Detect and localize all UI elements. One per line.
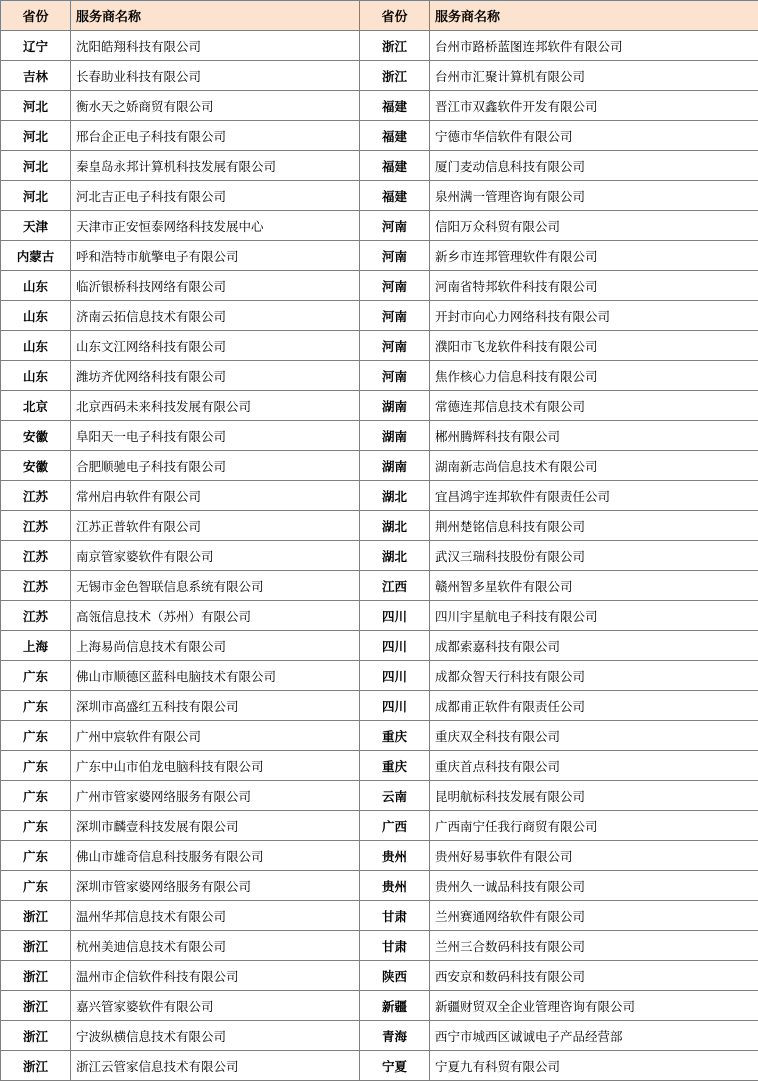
- table-row: [1, 121, 758, 151]
- left-provider-name-cell: 临沂银桥科技网络有限公司: [71, 271, 360, 301]
- left-provider-name-cell: 深圳市高盛红五科技有限公司: [71, 691, 360, 721]
- right-provider-name-cell: 新疆财贸双全企业管理咨询有限公司: [430, 991, 758, 1021]
- right-provider-name-cell: 赣州智多星软件有限公司: [430, 571, 758, 601]
- right-provider-name-cell: 濮阳市飞龙软件科技有限公司: [430, 331, 758, 361]
- right-provider-name-cell: 新乡市连邦管理软件有限公司: [430, 241, 758, 271]
- left-province-cell: 山东: [1, 361, 71, 391]
- table-row: [1, 391, 758, 421]
- left-provider-name-cell: 邢台企正电子科技有限公司: [71, 121, 360, 151]
- right-province-cell: 宁夏: [360, 1051, 430, 1081]
- service-provider-header-right: 服务商名称: [430, 1, 758, 31]
- table-row: [1, 31, 758, 61]
- left-provider-name-cell: 广州市管家婆网络服务有限公司: [71, 781, 360, 811]
- right-provider-name-cell: 厦门麦动信息科技有限公司: [430, 151, 758, 181]
- right-provider-name-cell: 贵州久一诚品科技有限公司: [430, 871, 758, 901]
- left-province-cell: 广东: [1, 751, 71, 781]
- table-row: [1, 961, 758, 991]
- right-province-cell: 河南: [360, 361, 430, 391]
- right-province-cell: 湖北: [360, 511, 430, 541]
- right-province-cell: 湖南: [360, 391, 430, 421]
- table-row: [1, 631, 758, 661]
- table-row: [1, 181, 758, 211]
- left-province-cell: 江苏: [1, 511, 71, 541]
- table-row: [1, 721, 758, 751]
- right-province-cell: 重庆: [360, 721, 430, 751]
- left-provider-name-cell: 上海易尚信息技术有限公司: [71, 631, 360, 661]
- left-province-cell: 河北: [1, 151, 71, 181]
- right-provider-name-cell: 重庆首点科技有限公司: [430, 751, 758, 781]
- left-province-cell: 吉林: [1, 61, 71, 91]
- table-row: [1, 271, 758, 301]
- table-row: [1, 511, 758, 541]
- right-provider-name-cell: 郴州腾辉科技有限公司: [430, 421, 758, 451]
- left-province-cell: 浙江: [1, 991, 71, 1021]
- table-row: [1, 61, 758, 91]
- table-row: [1, 691, 758, 721]
- right-province-cell: 河南: [360, 211, 430, 241]
- left-province-cell: 浙江: [1, 901, 71, 931]
- right-provider-name-cell: 焦作核心力信息科技有限公司: [430, 361, 758, 391]
- right-province-cell: 福建: [360, 121, 430, 151]
- left-province-cell: 广东: [1, 781, 71, 811]
- table-row: [1, 781, 758, 811]
- right-provider-name-cell: 武汉三瑞科技股份有限公司: [430, 541, 758, 571]
- left-province-cell: 江苏: [1, 541, 71, 571]
- left-provider-name-cell: 沈阳皓翔科技有限公司: [71, 31, 360, 61]
- right-province-cell: 四川: [360, 661, 430, 691]
- table-row: [1, 421, 758, 451]
- left-province-cell: 浙江: [1, 1051, 71, 1081]
- right-provider-name-cell: 成都甫正软件有限责任公司: [430, 691, 758, 721]
- left-provider-name-cell: 杭州美迪信息技术有限公司: [71, 931, 360, 961]
- left-province-cell: 河北: [1, 121, 71, 151]
- left-province-cell: 山东: [1, 271, 71, 301]
- right-province-cell: 新疆: [360, 991, 430, 1021]
- left-provider-name-cell: 江苏正普软件有限公司: [71, 511, 360, 541]
- left-province-cell: 江苏: [1, 601, 71, 631]
- table-row: [1, 451, 758, 481]
- left-province-cell: 浙江: [1, 1021, 71, 1051]
- table-row: [1, 91, 758, 121]
- right-provider-name-cell: 贵州好易事软件有限公司: [430, 841, 758, 871]
- right-province-cell: 重庆: [360, 751, 430, 781]
- right-provider-name-cell: 常德连邦信息技术有限公司: [430, 391, 758, 421]
- right-provider-name-cell: 西安京和数码科技有限公司: [430, 961, 758, 991]
- right-province-cell: 湖北: [360, 541, 430, 571]
- right-provider-name-cell: 昆明航标科技发展有限公司: [430, 781, 758, 811]
- right-provider-name-cell: 台州市汇聚计算机有限公司: [430, 61, 758, 91]
- right-province-cell: 浙江: [360, 31, 430, 61]
- left-provider-name-cell: 潍坊齐优网络科技有限公司: [71, 361, 360, 391]
- left-province-cell: 河北: [1, 181, 71, 211]
- left-province-cell: 安徽: [1, 451, 71, 481]
- right-province-cell: 四川: [360, 631, 430, 661]
- left-province-cell: 北京: [1, 391, 71, 421]
- table-row: [1, 1021, 758, 1051]
- right-provider-name-cell: 晋江市双鑫软件开发有限公司: [430, 91, 758, 121]
- table-row: [1, 901, 758, 931]
- right-provider-name-cell: 泉州满一管理咨询有限公司: [430, 181, 758, 211]
- left-provider-name-cell: 深圳市麟壹科技发展有限公司: [71, 811, 360, 841]
- left-province-cell: 内蒙古: [1, 241, 71, 271]
- left-provider-name-cell: 佛山市雄奇信息科技服务有限公司: [71, 841, 360, 871]
- left-provider-name-cell: 广东中山市伯龙电脑科技有限公司: [71, 751, 360, 781]
- left-province-cell: 安徽: [1, 421, 71, 451]
- right-province-cell: 云南: [360, 781, 430, 811]
- right-province-cell: 湖北: [360, 481, 430, 511]
- table-row: [1, 601, 758, 631]
- left-provider-name-cell: 宁波纵横信息技术有限公司: [71, 1021, 360, 1051]
- left-provider-name-cell: 高瓴信息技术（苏州）有限公司: [71, 601, 360, 631]
- right-provider-name-cell: 四川宇星航电子科技有限公司: [430, 601, 758, 631]
- left-provider-name-cell: 南京管家婆软件有限公司: [71, 541, 360, 571]
- left-province-cell: 天津: [1, 211, 71, 241]
- left-province-cell: 广东: [1, 661, 71, 691]
- table-row: [1, 301, 758, 331]
- right-province-cell: 河南: [360, 241, 430, 271]
- right-province-cell: 福建: [360, 91, 430, 121]
- right-provider-name-cell: 开封市向心力网络科技有限公司: [430, 301, 758, 331]
- table-row: [1, 541, 758, 571]
- left-provider-name-cell: 合肥顺驰电子科技有限公司: [71, 451, 360, 481]
- table-row: [1, 151, 758, 181]
- right-provider-name-cell: 广西南宁任我行商贸有限公司: [430, 811, 758, 841]
- right-provider-name-cell: 兰州赛通网络软件有限公司: [430, 901, 758, 931]
- table-row: [1, 211, 758, 241]
- service-provider-header-left: 服务商名称: [71, 1, 360, 31]
- right-provider-name-cell: 兰州三合数码科技有限公司: [430, 931, 758, 961]
- right-provider-name-cell: 台州市路桥蓝图连邦软件有限公司: [430, 31, 758, 61]
- table-row: [1, 331, 758, 361]
- table-row: [1, 931, 758, 961]
- table-row: [1, 871, 758, 901]
- table-row: [1, 811, 758, 841]
- right-province-cell: 湖南: [360, 421, 430, 451]
- right-provider-name-cell: 成都索嘉科技有限公司: [430, 631, 758, 661]
- table-row: [1, 241, 758, 271]
- right-provider-name-cell: 宜昌鸿宇连邦软件有限责任公司: [430, 481, 758, 511]
- right-provider-name-cell: 宁夏九有科贸有限公司: [430, 1051, 758, 1081]
- left-province-cell: 上海: [1, 631, 71, 661]
- province-header-left: 省份: [1, 1, 71, 31]
- left-province-cell: 浙江: [1, 961, 71, 991]
- right-province-cell: 河南: [360, 271, 430, 301]
- left-province-cell: 河北: [1, 91, 71, 121]
- left-province-cell: 广东: [1, 871, 71, 901]
- left-provider-name-cell: 衡水天之娇商贸有限公司: [71, 91, 360, 121]
- table-row: [1, 661, 758, 691]
- right-province-cell: 河南: [360, 331, 430, 361]
- left-provider-name-cell: 温州华邦信息技术有限公司: [71, 901, 360, 931]
- left-provider-name-cell: 山东文江网络科技有限公司: [71, 331, 360, 361]
- header-row: [1, 1, 758, 31]
- right-provider-name-cell: 湖南新志尚信息技术有限公司: [430, 451, 758, 481]
- right-province-cell: 甘肃: [360, 901, 430, 931]
- left-province-cell: 广东: [1, 721, 71, 751]
- table-row: [1, 841, 758, 871]
- right-province-cell: 青海: [360, 1021, 430, 1051]
- left-provider-name-cell: 广州中宸软件有限公司: [71, 721, 360, 751]
- right-province-cell: 湖南: [360, 451, 430, 481]
- left-province-cell: 广东: [1, 691, 71, 721]
- left-provider-name-cell: 济南云拓信息技术有限公司: [71, 301, 360, 331]
- left-province-cell: 浙江: [1, 931, 71, 961]
- province-header-right: 省份: [360, 1, 430, 31]
- right-province-cell: 福建: [360, 181, 430, 211]
- left-provider-name-cell: 嘉兴管家婆软件有限公司: [71, 991, 360, 1021]
- left-provider-name-cell: 深圳市管家婆网络服务有限公司: [71, 871, 360, 901]
- left-provider-name-cell: 北京西码未来科技发展有限公司: [71, 391, 360, 421]
- left-provider-name-cell: 秦皇岛永邦计算机科技发展有限公司: [71, 151, 360, 181]
- table-row: [1, 571, 758, 601]
- right-province-cell: 浙江: [360, 61, 430, 91]
- right-province-cell: 福建: [360, 151, 430, 181]
- left-province-cell: 山东: [1, 301, 71, 331]
- left-province-cell: 辽宁: [1, 31, 71, 61]
- left-provider-name-cell: 佛山市顺德区蓝科电脑技术有限公司: [71, 661, 360, 691]
- right-province-cell: 江西: [360, 571, 430, 601]
- right-province-cell: 河南: [360, 301, 430, 331]
- table-row: [1, 751, 758, 781]
- right-province-cell: 四川: [360, 601, 430, 631]
- left-province-cell: 江苏: [1, 481, 71, 511]
- right-province-cell: 陕西: [360, 961, 430, 991]
- left-provider-name-cell: 常州启冉软件有限公司: [71, 481, 360, 511]
- left-provider-name-cell: 阜阳天一电子科技有限公司: [71, 421, 360, 451]
- table-row: [1, 361, 758, 391]
- left-province-cell: 广东: [1, 811, 71, 841]
- right-provider-name-cell: 荆州楚铭信息科技有限公司: [430, 511, 758, 541]
- right-province-cell: 四川: [360, 691, 430, 721]
- left-provider-name-cell: 呼和浩特市航擎电子有限公司: [71, 241, 360, 271]
- right-provider-name-cell: 成都众智天行科技有限公司: [430, 661, 758, 691]
- table-body: [1, 31, 758, 1081]
- table-row: [1, 1051, 758, 1081]
- left-provider-name-cell: 河北吉正电子科技有限公司: [71, 181, 360, 211]
- left-province-cell: 江苏: [1, 571, 71, 601]
- left-provider-name-cell: 浙江云管家信息技术有限公司: [71, 1051, 360, 1081]
- table-row: [1, 481, 758, 511]
- left-provider-name-cell: 天津市正安恒泰网络科技发展中心: [71, 211, 360, 241]
- right-province-cell: 贵州: [360, 871, 430, 901]
- right-province-cell: 甘肃: [360, 931, 430, 961]
- left-provider-name-cell: 长春助业科技有限公司: [71, 61, 360, 91]
- left-province-cell: 广东: [1, 841, 71, 871]
- right-provider-name-cell: 信阳万众科贸有限公司: [430, 211, 758, 241]
- right-provider-name-cell: 宁德市华信软件有限公司: [430, 121, 758, 151]
- right-province-cell: 贵州: [360, 841, 430, 871]
- right-provider-name-cell: 河南省特邦软件科技有限公司: [430, 271, 758, 301]
- right-provider-name-cell: 重庆双全科技有限公司: [430, 721, 758, 751]
- right-province-cell: 广西: [360, 811, 430, 841]
- left-provider-name-cell: 温州市企信软件科技有限公司: [71, 961, 360, 991]
- left-provider-name-cell: 无锡市金色智联信息系统有限公司: [71, 571, 360, 601]
- left-province-cell: 山东: [1, 331, 71, 361]
- table-row: [1, 991, 758, 1021]
- right-provider-name-cell: 西宁市城西区诚诚电子产品经营部: [430, 1021, 758, 1051]
